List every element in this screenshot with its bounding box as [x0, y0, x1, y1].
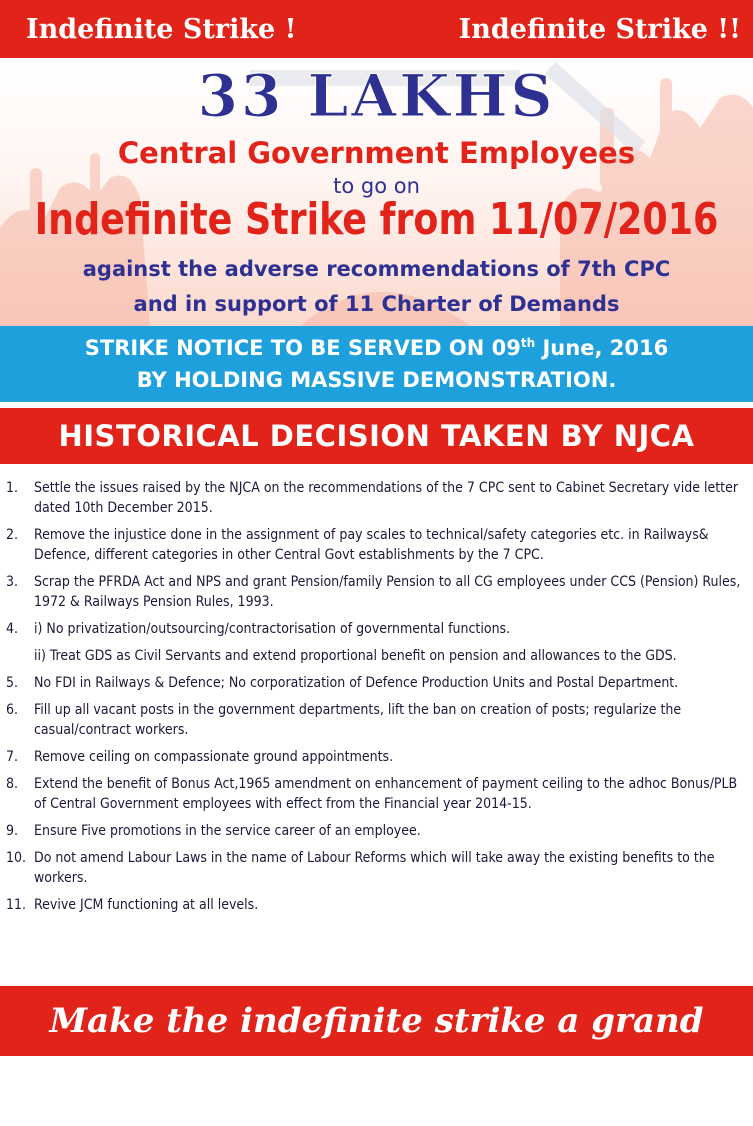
- item-number: 9.: [6, 823, 19, 839]
- hero-section: [0, 58, 753, 326]
- item-text: Do not amend Labour Laws in the name of Labour Reforms which will take away the existing benefits to the workers.: [34, 850, 715, 886]
- hero-line-2: to go on: [333, 174, 420, 198]
- list-item: [0, 673, 753, 693]
- demands-list: [0, 478, 753, 922]
- footer-slogan: Make the indefinite strike a grand success!: [0, 986, 753, 1056]
- list-item: [0, 848, 753, 888]
- top-banner-right-text: Indefinite Strike !!: [458, 14, 741, 45]
- item-number: 6.: [6, 702, 19, 718]
- hero-line-3: Indefinite Strike from 11/07/2016: [34, 194, 719, 245]
- headline: 33 LAKHS: [197, 62, 556, 130]
- decision-title: HISTORICAL DECISION TAKEN BY NJCA: [0, 408, 753, 464]
- item-number: 8.: [6, 776, 19, 792]
- item-number: 10.: [6, 850, 27, 866]
- notice-line-2: BY HOLDING MASSIVE DEMONSTRATION.: [136, 368, 617, 392]
- item-number: 1.: [6, 480, 19, 496]
- notice-superscript: th: [520, 336, 536, 350]
- item-text: Remove the injustice done in the assignment of pay scales to technical/safety categories etc. in Railways& Defence, different categories in other Central Govt establishments by the 7 CPC.: [34, 527, 709, 563]
- item-text: Fill up all vacant posts in the government departments, lift the ban on creation of posts; regularize the casual/contract workers.: [34, 702, 682, 738]
- top-banner: [0, 0, 753, 58]
- list-item: [0, 572, 753, 612]
- hero-line-1: Central Government Employees: [117, 136, 636, 170]
- list-item: [0, 747, 753, 767]
- hero-line-5: and in support of 11 Charter of Demands: [133, 292, 620, 316]
- item-number: 5.: [6, 675, 19, 691]
- item-number: 2.: [6, 527, 19, 543]
- item-text: i) No privatization/outsourcing/contractorisation of governmental functions.: [34, 621, 511, 637]
- list-item: [0, 525, 753, 565]
- item-text: Remove ceiling on compassionate ground appointments.: [34, 749, 394, 765]
- list-item: [0, 821, 753, 841]
- item-text: Revive JCM functioning at all levels.: [34, 897, 259, 913]
- list-item: [0, 895, 753, 915]
- item-number: 3.: [6, 574, 19, 590]
- notice-line-1-text: STRIKE NOTICE TO BE SERVED ON 09: [84, 336, 521, 360]
- list-item: [0, 619, 753, 666]
- item-text: No FDI in Railways & Defence; No corporatization of Defence Production Units and Postal Department.: [34, 675, 679, 691]
- hero-line-4: against the adverse recommendations of 7th CPC: [82, 257, 671, 281]
- item-text: Scrap the PFRDA Act and NPS and grant Pension/family Pension to all CG employees under CCS (Pension) Rules, 1972 & Railways Pension Rules, 1993.: [34, 574, 741, 610]
- item-number: 4.: [6, 621, 19, 637]
- item-text: Extend the benefit of Bonus Act,1965 amendment on enhancement of payment ceiling to the adhoc Bonus/PLB of Central Government employees with effect from the Financial year 2014-15.: [34, 776, 738, 812]
- notice-line-1: [0, 336, 753, 360]
- list-item: [0, 700, 753, 740]
- item-subtext: ii) Treat GDS as Civil Servants and extend proportional benefit on pension and allowances to the GDS.: [34, 648, 677, 664]
- notice-line-1-date: June, 2016: [535, 336, 669, 360]
- item-text: Ensure Five promotions in the service career of an employee.: [34, 823, 421, 839]
- strike-notice-banner: [0, 326, 753, 402]
- list-item: [0, 478, 753, 518]
- item-number: 7.: [6, 749, 19, 765]
- top-banner-left-text: Indefinite Strike !: [26, 14, 297, 45]
- list-item: [0, 774, 753, 814]
- item-text: Settle the issues raised by the NJCA on the recommendations of the 7 CPC sent to Cabinet Secretary vide letter dated 10th December 2015.: [34, 480, 738, 516]
- item-number: 11.: [6, 897, 27, 913]
